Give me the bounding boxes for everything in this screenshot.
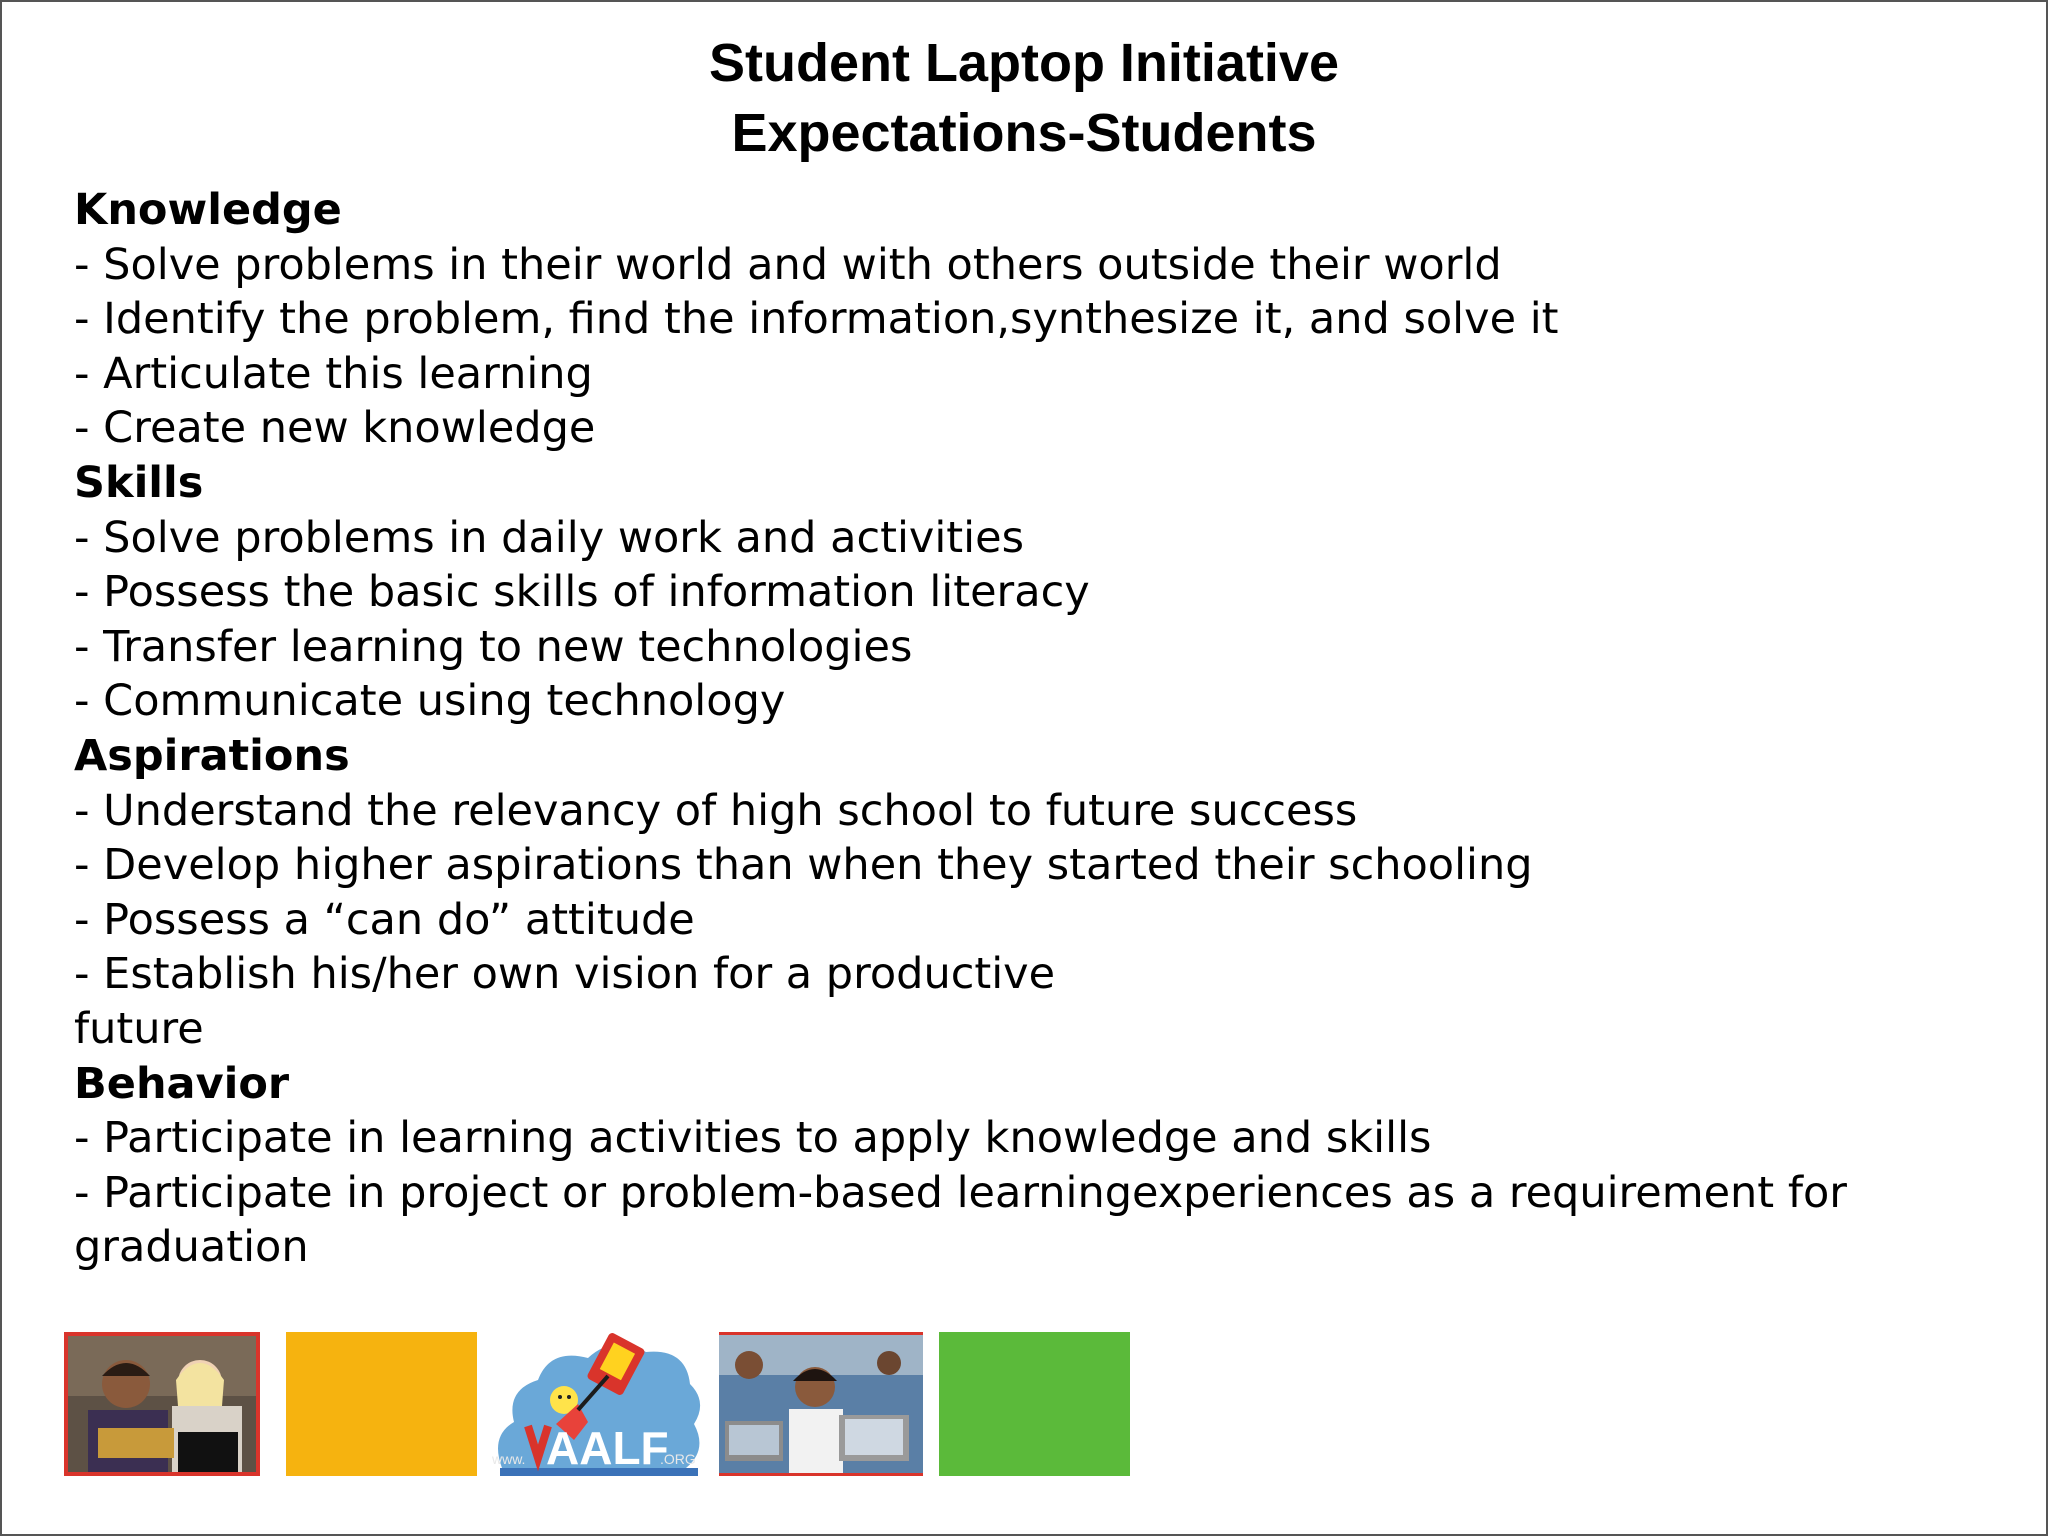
section-heading-aspirations: Aspirations: [74, 730, 350, 781]
section-heading-skills: Skills: [74, 457, 204, 508]
classroom-photo-image: [719, 1335, 923, 1473]
yellow-square: [286, 1332, 477, 1476]
aspirations-item: - Possess a “can do” attitude: [74, 894, 695, 945]
skills-item: - Transfer learning to new technologies: [74, 621, 913, 672]
aspirations-item-continuation: future: [74, 1003, 204, 1054]
skills-item: - Solve problems in daily work and activities: [74, 512, 1024, 563]
title-line-1: Student Laptop Initiative: [709, 33, 1339, 93]
skills-item: - Possess the basic skills of information literacy: [74, 567, 1090, 618]
students-photo-image: [68, 1336, 256, 1472]
skills-item: - Communicate using technology: [74, 676, 786, 727]
knowledge-item: - Solve problems in their world and with others outside their world: [74, 239, 1502, 290]
title-line-2: Expectations-Students: [731, 103, 1317, 163]
aspirations-item: - Understand the relevancy of high school to future success: [74, 785, 1358, 836]
knowledge-item: - Articulate this learning: [74, 348, 593, 399]
aspirations-item: - Establish his/her own vision for a productive: [74, 949, 1056, 1000]
footer-image-strip: [62, 1318, 1142, 1478]
slide-title: [2, 28, 2046, 168]
slide-body: [74, 183, 1974, 1275]
knowledge-item: - Identify the problem, find the information,synthesize it, and solve it: [74, 294, 1559, 345]
aalf-logo-url-suffix: .ORG: [660, 1451, 696, 1467]
behavior-item: - Participate in learning activities to apply knowledge and skills: [74, 1113, 1432, 1164]
aalf-logo-wordmark: AALF: [546, 1422, 669, 1474]
behavior-item: - Participate in project or problem-based learningexperiences as a requirement for: [74, 1167, 1847, 1218]
section-heading-behavior: Behavior: [74, 1058, 290, 1109]
behavior-item-continuation: graduation: [74, 1222, 309, 1273]
aspirations-item: - Develop higher aspirations than when they started their schooling: [74, 840, 1533, 891]
aalf-logo-text-layer: [490, 1318, 708, 1480]
classroom-photo: [719, 1332, 923, 1476]
green-square: [939, 1332, 1130, 1476]
section-heading-knowledge: Knowledge: [74, 185, 342, 235]
knowledge-item: - Create new knowledge: [74, 403, 596, 454]
aalf-logo-url-prefix: www.: [492, 1451, 526, 1467]
students-photo: [64, 1332, 260, 1476]
aalf-logo: [490, 1318, 708, 1480]
